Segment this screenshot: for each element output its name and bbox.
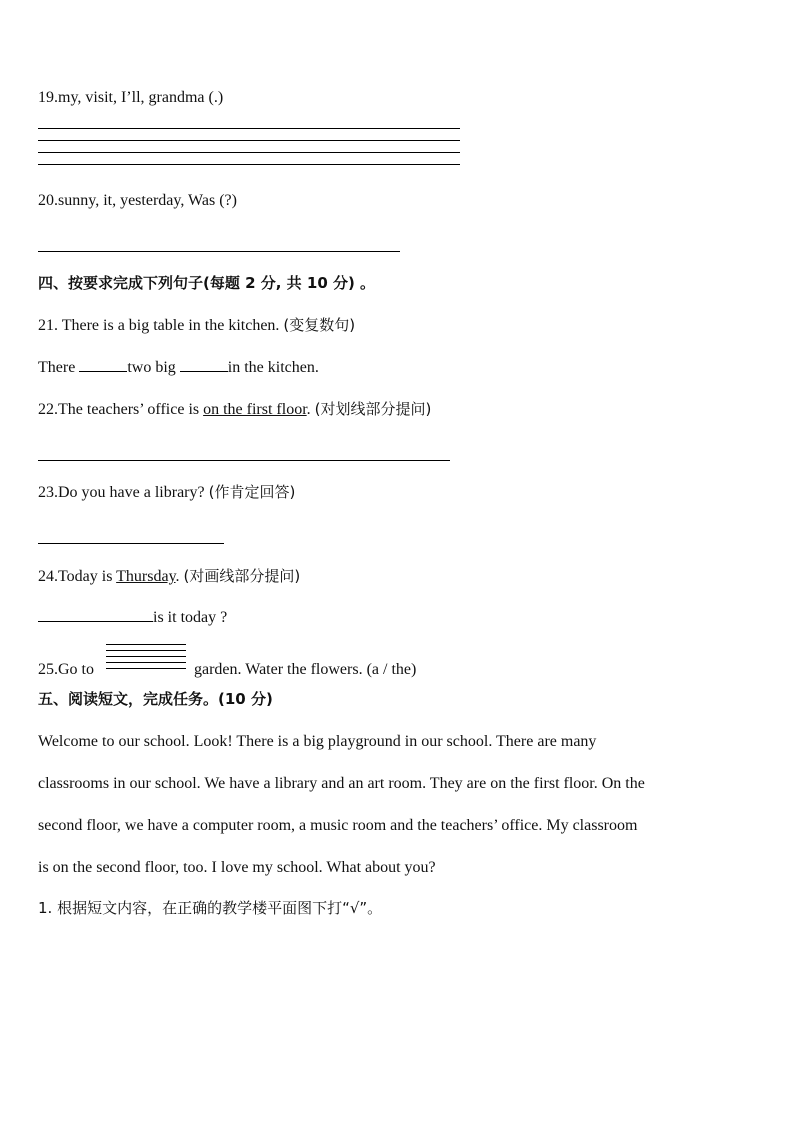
question-23-hint: (作肯定回答) xyxy=(208,483,296,501)
answer-word: There xyxy=(38,359,76,376)
answer-tail: is it today ? xyxy=(153,609,228,626)
question-24-answer xyxy=(38,607,227,628)
task-1-instruction: 1. 根据短文内容，在正确的教学楼平面图下打“√”。 xyxy=(38,899,383,917)
answer-line[interactable] xyxy=(38,128,460,129)
answer-word: in the kitchen. xyxy=(227,359,319,376)
answer-line[interactable] xyxy=(38,460,450,461)
answer-blank-stack[interactable] xyxy=(106,654,186,680)
question-22 xyxy=(38,399,431,420)
answer-line[interactable] xyxy=(38,543,224,544)
question-21-hint: (变复数句) xyxy=(283,316,356,334)
question-20 xyxy=(38,191,237,211)
blank-2[interactable] xyxy=(180,357,228,372)
answer-line[interactable] xyxy=(38,251,400,252)
question-20-text: 20.sunny, it, yesterday, Was (?) xyxy=(38,192,237,209)
question-22-post: . xyxy=(306,401,315,418)
underlined-phrase: on the first floor xyxy=(203,401,307,418)
passage-line: second floor, we have a computer room, a music room and the teachers’ office. My classroom xyxy=(38,817,638,834)
question-19 xyxy=(38,88,223,108)
question-21-answer xyxy=(38,357,319,378)
answer-line[interactable] xyxy=(38,164,460,165)
blank-1[interactable] xyxy=(79,357,127,372)
passage-line: classrooms in our school. We have a library and an art room. They are on the first floor. On the xyxy=(38,775,645,792)
question-19-text: 19.my, visit, I’ll, grandma (.) xyxy=(38,89,224,106)
section-4-heading: 四、按要求完成下列句子(每题 2 分, 共 10 分) 。 xyxy=(38,274,376,292)
answer-word: two big xyxy=(127,359,176,376)
question-25-pre: 25.Go to xyxy=(38,661,94,678)
question-24-post: . xyxy=(175,568,184,585)
question-21-prompt: 21. There is a big table in the kitchen. xyxy=(38,317,280,334)
answer-line[interactable] xyxy=(38,140,460,141)
underlined-word: Thursday xyxy=(116,568,176,585)
passage-line: Welcome to our school. Look! There is a big playground in our school. There are many xyxy=(38,733,597,750)
answer-line[interactable] xyxy=(38,152,460,153)
question-21 xyxy=(38,315,355,336)
question-22-hint: (对划线部分提问) xyxy=(314,400,432,418)
question-25-post: garden. Water the flowers. (a / the) xyxy=(194,661,417,678)
question-24-hint: (对画线部分提问) xyxy=(183,567,301,585)
question-23-prompt: 23.Do you have a library? xyxy=(38,484,205,501)
blank-1[interactable] xyxy=(38,607,153,622)
passage-line: is on the second floor, too. I love my school. What about you? xyxy=(38,859,436,876)
question-23 xyxy=(38,482,295,503)
section-5-heading: 五、阅读短文，完成任务。(10 分) xyxy=(38,690,273,708)
question-22-pre: 22.The teachers’ office is xyxy=(38,401,204,418)
question-25 xyxy=(38,654,416,680)
question-24 xyxy=(38,566,300,587)
reading-passage xyxy=(38,721,758,889)
question-24-pre: 24.Today is xyxy=(38,568,117,585)
